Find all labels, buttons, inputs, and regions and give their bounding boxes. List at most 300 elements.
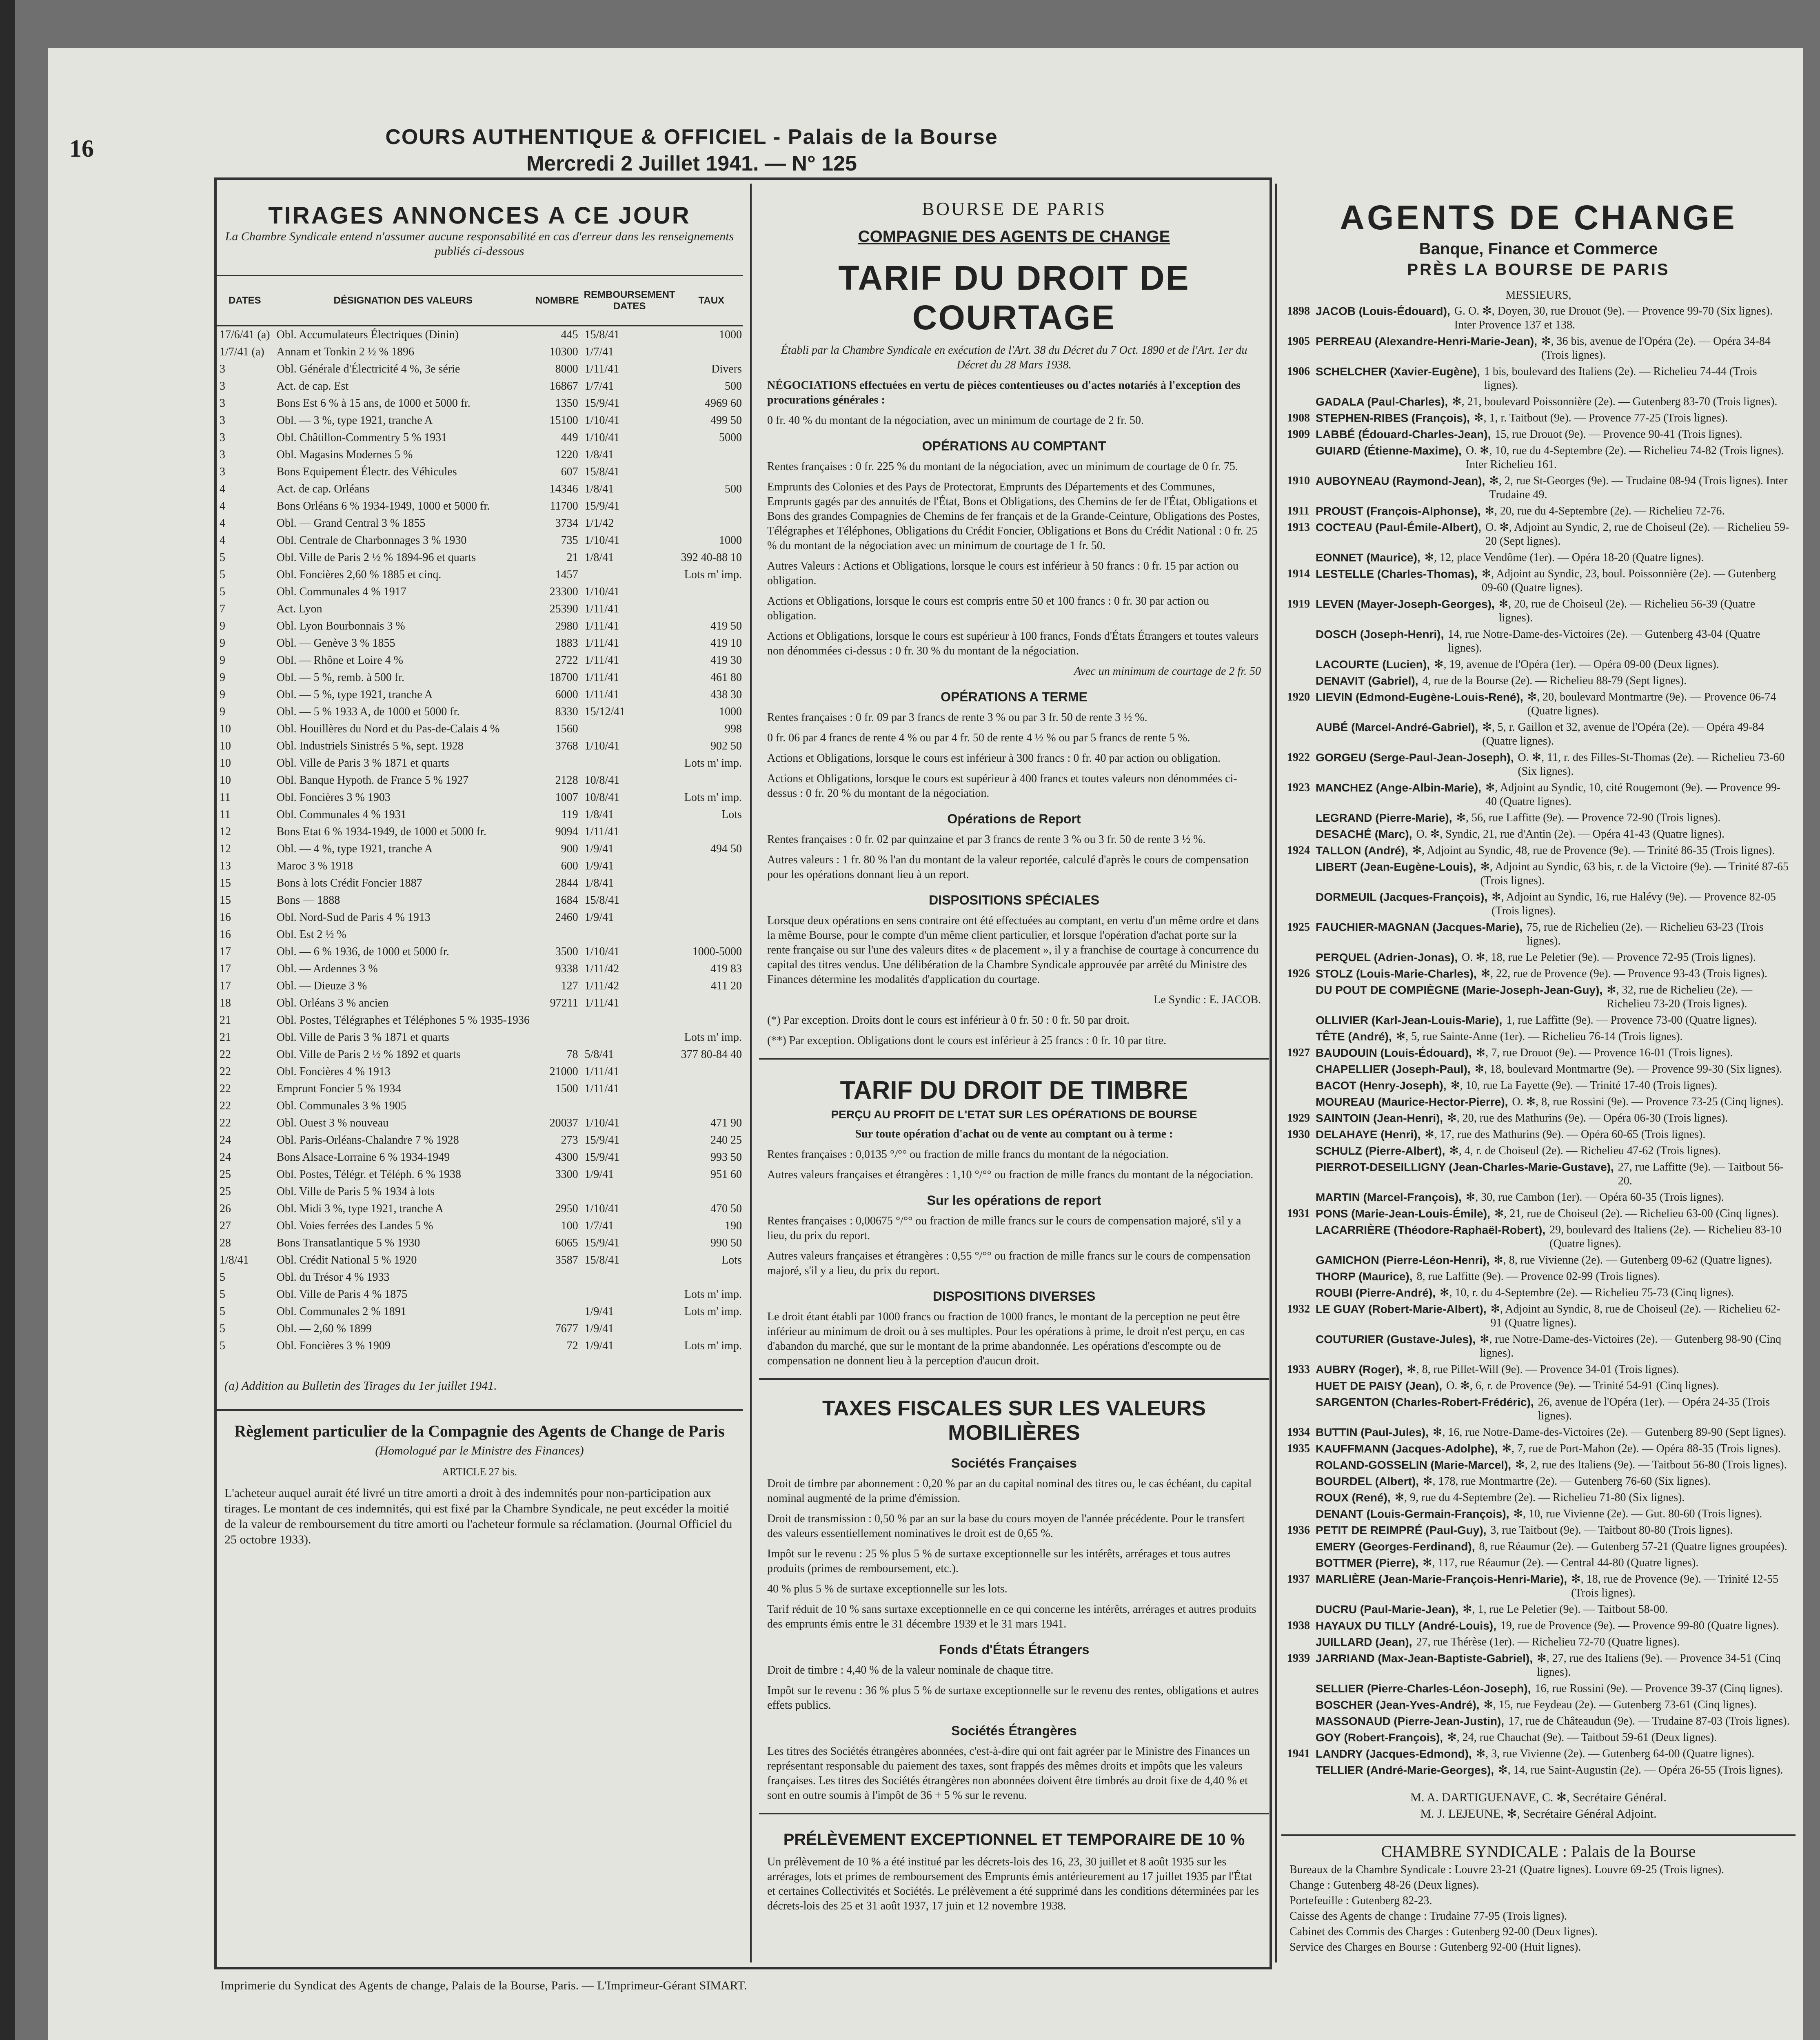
- table-cell: Obl. Midi 3 %, type 1921, tranche A: [276, 1202, 444, 1215]
- table-cell: 17/6/41 (a): [220, 328, 270, 341]
- agent-name: BOSCHER (Jean-Yves-André),: [1316, 1699, 1480, 1711]
- agent-entry: [1287, 1714, 1790, 1728]
- table-cell: 1/11/41: [584, 825, 619, 838]
- table-cell: [678, 583, 743, 601]
- table-row: [216, 532, 743, 549]
- agent-address: ✻, 10, r. du 4-Septembre (2e). — Richelieu 75-73 (Cinq lignes).: [1440, 1286, 1734, 1299]
- agent-name: PETIT DE REIMPRÉ (Paul-Guy),: [1316, 1524, 1487, 1537]
- agent-address: ✻, 32, rue de Richelieu (2e). — Richelieu 73-20 (Trois lignes).: [1607, 984, 1753, 1010]
- agent-name: PONS (Marie-Jean-Louis-Émile),: [1316, 1207, 1490, 1220]
- agent-year: [1287, 444, 1316, 472]
- table-cell: Lots: [721, 808, 742, 821]
- courtage-terme-list: [759, 710, 1269, 801]
- table-cell: 8330: [555, 705, 578, 718]
- table-cell: 119: [561, 808, 578, 821]
- table-cell: [678, 1012, 743, 1029]
- agent-year: [1287, 1491, 1316, 1505]
- agent-address: ✻, 1, rue Le Peletier (9e). — Taitbout 58-00.: [1463, 1603, 1668, 1616]
- table-cell: 15/12/41: [584, 705, 626, 718]
- table-cell: Lots m' imp.: [684, 1288, 742, 1301]
- table-row: [216, 1286, 743, 1303]
- table-cell: 15/9/41: [584, 397, 620, 410]
- list-item: Actions et Obligations, lorsque le cours est inférieur à 300 francs : 0 fr. 40 par action ou obligation.: [767, 752, 1221, 765]
- timbre-lead: Sur toute opération d'achat ou de vente au comptant ou à terme :: [855, 1128, 1173, 1140]
- table-cell: [582, 926, 678, 943]
- agent-name: HAYAUX DU TILLY (André-Louis),: [1316, 1619, 1496, 1632]
- table-cell: [678, 926, 743, 943]
- section-divider: [759, 1378, 1269, 1380]
- table-row: [216, 515, 743, 532]
- list-item: Tarif réduit de 10 % sans surtaxe exceptionnelle en ce qui concerne les intérêts, arrérages et autres produits des emprunts émis entre le 31 décembre 1939 et le 31 mars 1941.: [767, 1603, 1256, 1630]
- agent-entry: [1287, 1302, 1790, 1330]
- agents-list: [1281, 304, 1796, 1777]
- agent-address: ✻, Adjoint au Syndic, 48, rue de Provence (9e). — Trinité 86-35 (Trois lignes).: [1412, 844, 1775, 857]
- courtage-note-2: (**) Par exception. Obligations dont le cours est inférieur à 25 francs : 0 fr. 10 par titre.: [767, 1034, 1167, 1047]
- table-cell: 1/7/41: [584, 1220, 614, 1232]
- agent-address: ✻, 21, boulevard Poissonnière (2e). — Gutenberg 83-70 (Trois lignes).: [1452, 395, 1778, 408]
- table-cell: Lots m' imp.: [684, 1339, 742, 1352]
- table-cell: 990 50: [710, 1237, 742, 1249]
- courtage-title: TARIF DU DROIT DE COURTAGE: [838, 259, 1190, 337]
- agent-year: 1920: [1287, 691, 1310, 703]
- table-cell: 500: [724, 380, 742, 392]
- courtage-subtitle: Établi par la Chambre Syndicale en exécution de l'Art. 38 du Décret du 7 Oct. 1890 et de l'Art. 1er du Décret du 28 Mars 1938.: [781, 344, 1247, 371]
- timbre-div-text: Le droit étant établi par 1000 francs ou fraction de 1000 francs, le montant de la perception ne peut être inférieur au minimum de droit ou à ses multiples. Pour les opérations à prime, le droit n'est perçu, en cas d'abandon du marché, que sur le montant de la prime abandonnée. Les opérations d'escompte ou de compensation ne donnent lieu à la perception d'aucun droit.: [767, 1310, 1245, 1367]
- table-cell: Obl. Communales 4 % 1931: [276, 808, 406, 821]
- agent-entry: [1287, 335, 1790, 362]
- agent-year: 1905: [1287, 335, 1310, 348]
- table-cell: 494 50: [710, 843, 742, 855]
- taxes-etr-heading: Sociétés Étrangères: [951, 1723, 1077, 1738]
- table-cell: 438 30: [710, 688, 742, 701]
- agent-address: ✻, Adjoint au Syndic, 16, rue Halévy (9e). — Provence 82-05 (Trois lignes).: [1492, 891, 1776, 917]
- table-cell: 17: [220, 945, 231, 958]
- agent-name: STEPHEN-RIBES (François),: [1316, 412, 1470, 424]
- list-item: Rentes françaises : 0 fr. 225 % du montant de la négociation, avec un minimum de courtage de 0 fr. 75.: [767, 460, 1238, 473]
- table-row: [216, 721, 743, 738]
- table-row: [216, 618, 743, 635]
- table-cell: 18: [220, 997, 231, 1009]
- table-cell: 411 20: [710, 980, 742, 992]
- agent-name: PROUST (François-Alphonse),: [1316, 505, 1481, 517]
- agent-address: ✻, 20, rue des Mathurins (9e). — Opéra 06-30 (Trois lignes).: [1447, 1112, 1728, 1124]
- table-cell: Obl. Ville de Paris 2 ½ % 1894-96 et quarts: [276, 551, 476, 564]
- agent-entry: [1287, 567, 1790, 595]
- table-cell: 15/8/41: [584, 894, 620, 907]
- agents-secretaries: [1281, 1789, 1796, 1822]
- table-cell: [582, 1012, 678, 1029]
- table-cell: 1/10/41: [584, 740, 620, 752]
- agent-name: CHAPELLIER (Joseph-Paul),: [1316, 1063, 1471, 1075]
- table-cell: 735: [561, 534, 578, 547]
- agent-address: 3, rue Taitbout (9e). — Taitbout 80-80 (Trois lignes).: [1490, 1524, 1733, 1537]
- table-cell: Obl. Communales 3 % 1905: [276, 1100, 406, 1112]
- agent-name: COUTURIER (Gustave-Jules),: [1316, 1333, 1476, 1346]
- table-cell: Obl. — Dieuze 3 %: [276, 980, 367, 992]
- table-cell: 2128: [555, 774, 578, 787]
- agent-entry: [1287, 1111, 1790, 1125]
- agent-year: 1926: [1287, 967, 1310, 980]
- table-cell: 1/9/41: [584, 1322, 614, 1335]
- agent-address: ✻, 18, rue de Provence (9e). — Trinité 12-55 (Trois lignes).: [1571, 1573, 1779, 1599]
- list-item: Autres valeurs : 1 fr. 80 % l'an du montant de la valeur reportée, calculé d'après le cours de compensation pour les opérations donnant lieu à un report.: [767, 854, 1249, 881]
- agent-year: [1287, 1095, 1316, 1109]
- courtage-signature: Le Syndic : E. JACOB.: [1154, 993, 1261, 1006]
- agent-entry: [1287, 1603, 1790, 1616]
- table-cell: 377 80-84 40: [681, 1048, 742, 1061]
- table-cell: Obl. Foncières 2,60 % 1885 et cinq.: [276, 568, 442, 581]
- table-cell: 3500: [555, 945, 578, 958]
- table-cell: 900: [561, 843, 578, 855]
- table-cell: 15/9/41: [584, 500, 620, 512]
- table-cell: 1/7/41: [584, 346, 614, 358]
- table-cell: 1/11/41: [584, 363, 619, 375]
- table-cell: Obl. — 6 % 1936, de 1000 et 5000 fr.: [276, 945, 449, 958]
- table-cell: 4969 60: [704, 397, 742, 410]
- table-cell: 471 90: [710, 1117, 742, 1129]
- agent-name: LACARRIÈRE (Théodore-Raphaël-Robert),: [1316, 1224, 1546, 1236]
- table-cell: 3: [220, 363, 225, 375]
- agent-name: GAMICHON (Pierre-Léon-Henri),: [1316, 1254, 1490, 1266]
- table-cell: 1007: [555, 791, 578, 804]
- table-cell: 1/11/41: [584, 620, 619, 632]
- table-cell: Obl. — Rhône et Loire 4 %: [276, 654, 403, 667]
- table-cell: 3768: [555, 740, 578, 752]
- agent-address: ✻, 30, rue Cambon (1er). — Opéra 60-35 (Trois lignes).: [1465, 1191, 1724, 1204]
- table-cell: Act. Lyon: [276, 603, 322, 615]
- table-cell: 5: [220, 585, 225, 598]
- agent-address: ✻, Adjoint au Syndic, 10, cité Rougemont (9e). — Provence 99-40 (Quatre lignes).: [1485, 781, 1781, 808]
- agent-address: ✻, 1, r. Taitbout (9e). — Provence 77-25 (Trois lignes).: [1474, 412, 1728, 424]
- courtage-intro: NÉGOCIATIONS effectuées en vertu de pièces contentieuses ou d'actes notariés à l'exception des procurations générales :: [767, 379, 1241, 406]
- table-row: [216, 412, 743, 429]
- table-cell: 14346: [549, 483, 578, 495]
- agent-address: 15, rue Drouot (9e). — Provence 90-41 (Trois lignes).: [1495, 428, 1742, 441]
- table-cell: [678, 909, 743, 926]
- table-cell: 1/10/41: [584, 1202, 620, 1215]
- chambre-syndicale-title: CHAMBRE SYNDICALE : Palais de la Bourse: [1281, 1834, 1796, 1861]
- agent-name: KAUFFMANN (Jacques-Adolphe),: [1316, 1442, 1498, 1455]
- table-cell: Obl. — 5 %, type 1921, tranche A: [276, 688, 433, 701]
- table-row: [216, 1320, 743, 1337]
- table-row: [216, 686, 743, 703]
- agents-subtitle-2: PRÈS LA BOURSE DE PARIS: [1407, 261, 1670, 279]
- agent-address: ✻, rue Notre-Dame-des-Victoires (2e). — Gutenberg 98-90 (Cinq lignes).: [1480, 1333, 1782, 1359]
- table-cell: 1/9/41: [584, 1168, 614, 1181]
- agent-year: 1909: [1287, 428, 1310, 441]
- agent-name: PERQUEL (Adrien-Jonas),: [1316, 951, 1458, 964]
- table-cell: Obl. Ouest 3 % nouveau: [276, 1117, 389, 1129]
- table-cell: 28: [220, 1237, 231, 1249]
- agent-entry: [1287, 1095, 1790, 1109]
- table-row: [216, 1252, 743, 1269]
- agent-name: DENAVIT (Gabriel),: [1316, 674, 1418, 687]
- table-row: [216, 738, 743, 755]
- table-cell: Obl. Communales 2 % 1891: [276, 1305, 406, 1318]
- courtage-intro-rate: 0 fr. 40 % du montant de la négociation, avec un minimum de courtage de 2 fr. 50.: [767, 414, 1144, 427]
- list-item: Bureaux de la Chambre Syndicale : Louvre 23-21 (Quatre lignes). Louvre 69-25 (Trois lignes).: [1290, 1863, 1725, 1876]
- agent-address: O. ✻, Adjoint au Syndic, 2, rue de Choiseul (2e). — Richelieu 59-20 (Sept lignes).: [1485, 521, 1789, 548]
- agent-entry: [1287, 395, 1790, 409]
- list-item: Rentes françaises : 0 fr. 09 par 3 francs de rente 3 % ou par 3 fr. 50 de rente 3 ½ %.: [767, 711, 1147, 724]
- agent-name: LACOURTE (Lucien),: [1316, 658, 1430, 671]
- agent-year: 1908: [1287, 412, 1310, 424]
- table-cell: 9: [220, 637, 225, 650]
- table-row: [216, 875, 743, 892]
- agent-year: 1913: [1287, 521, 1310, 534]
- agent-name: DORMEUIL (Jacques-François),: [1316, 891, 1488, 903]
- table-cell: Obl. Magasins Modernes 5 %: [276, 448, 413, 461]
- table-cell: 12: [220, 843, 231, 855]
- table-cell: 2950: [555, 1202, 578, 1215]
- table-cell: Obl. Nord-Sud de Paris 4 % 1913: [276, 911, 431, 924]
- table-cell: 3734: [555, 517, 578, 530]
- agent-entry: [1287, 597, 1790, 625]
- table-row: [216, 1063, 743, 1080]
- agent-name: HUET DE PAISY (Jean),: [1316, 1379, 1443, 1392]
- agent-entry: [1287, 1062, 1790, 1076]
- table-cell: Act. de cap. Est: [276, 380, 349, 392]
- agent-year: 1936: [1287, 1524, 1310, 1537]
- table-cell: Lots m' imp.: [684, 1031, 742, 1044]
- tirages-footnote: (a) Addition au Bulletin des Tirages du 1er juillet 1941.: [224, 1379, 497, 1393]
- agent-name: JARRIAND (Max-Jean-Baptiste-Gabriel),: [1316, 1652, 1533, 1665]
- agent-address: ✻, 36 bis, avenue de l'Opéra (2e). — Opéra 34-84 (Trois lignes).: [1541, 335, 1771, 361]
- table-cell: [582, 1098, 678, 1115]
- agent-year: [1287, 721, 1316, 748]
- table-cell: 1/11/41: [584, 1082, 619, 1095]
- table-cell: 10/8/41: [584, 774, 620, 787]
- table-cell: [678, 1098, 743, 1115]
- agent-name: DOSCH (Joseph-Henri),: [1316, 628, 1444, 641]
- table-cell: 5: [220, 568, 225, 581]
- agent-address: ✻, 178, rue Montmartre (2e). — Gutenberg 76-60 (Six lignes).: [1423, 1475, 1711, 1488]
- table-cell: 4300: [555, 1151, 578, 1164]
- table-cell: 5000: [719, 431, 742, 444]
- agent-address: ✻, 9, rue du 4-Septembre (2e). — Richelieu 71-80 (Six lignes).: [1394, 1491, 1685, 1504]
- agent-year: [1287, 674, 1316, 688]
- agent-year: 1938: [1287, 1619, 1310, 1632]
- agent-entry: [1287, 1253, 1790, 1267]
- table-cell: 8000: [555, 363, 578, 375]
- agent-name: AUBRY (Roger),: [1316, 1363, 1403, 1376]
- agent-year: 1929: [1287, 1112, 1310, 1124]
- table-cell: 25: [220, 1185, 231, 1198]
- table-cell: 1/8/41: [584, 483, 614, 495]
- table-cell: 951 60: [710, 1168, 742, 1181]
- agent-address: ✻, 21, rue de Choiseul (2e). — Richelieu 63-00 (Cinq lignes).: [1494, 1207, 1779, 1220]
- agent-year: 1914: [1287, 568, 1310, 580]
- agent-name: DESACHÉ (Marc),: [1316, 828, 1412, 840]
- table-cell: 3: [220, 431, 225, 444]
- table-cell: 10: [220, 774, 231, 787]
- agent-name: JUILLARD (Jean),: [1316, 1636, 1412, 1648]
- table-cell: 15/8/41: [584, 1254, 620, 1266]
- agent-entry: [1287, 1030, 1790, 1044]
- table-cell: Obl. — 3 %, type 1921, tranche A: [276, 414, 433, 427]
- table-cell: [533, 1029, 582, 1046]
- section-divider: [759, 1813, 1269, 1814]
- table-cell: 1/11/41: [584, 1065, 619, 1078]
- table-row: [216, 583, 743, 601]
- agent-name: COCTEAU (Paul-Émile-Albert),: [1316, 521, 1482, 534]
- agent-year: [1287, 811, 1316, 825]
- list-item: Actions et Obligations, lorsque le cours est compris entre 50 et 100 francs : 0 fr. 30 par action ou obligation.: [767, 595, 1210, 622]
- agent-entry: [1287, 920, 1790, 948]
- agent-address: ✻, 8, rue Pillet-Will (9e). — Provence 34-01 (Trois lignes).: [1407, 1363, 1679, 1376]
- table-cell: [533, 1303, 582, 1320]
- table-row: [216, 1337, 743, 1355]
- table-cell: 1350: [555, 397, 578, 410]
- table-row: [216, 601, 743, 618]
- agent-name: LESTELLE (Charles-Thomas),: [1316, 568, 1478, 580]
- table-cell: [582, 1183, 678, 1200]
- tirages-rows: [216, 326, 743, 1355]
- agent-year: [1287, 1191, 1316, 1204]
- table-row: [216, 823, 743, 840]
- table-cell: 16: [220, 928, 231, 941]
- agent-year: [1287, 890, 1316, 918]
- table-cell: 5: [220, 1305, 225, 1318]
- table-row: [216, 326, 743, 344]
- table-cell: 4: [220, 500, 225, 512]
- table-cell: 1/11/41: [584, 671, 619, 684]
- agent-entry: [1287, 1144, 1790, 1158]
- table-row: [216, 669, 743, 686]
- agent-entry: [1287, 1128, 1790, 1142]
- table-cell: 25: [220, 1168, 231, 1181]
- table-cell: [678, 344, 743, 361]
- table-row: [216, 344, 743, 361]
- table-row: [216, 395, 743, 412]
- agent-year: [1287, 1475, 1316, 1488]
- table-cell: 3587: [555, 1254, 578, 1266]
- agent-year: [1287, 1030, 1316, 1044]
- table-cell: 5: [220, 1288, 225, 1301]
- agent-year: 1927: [1287, 1047, 1310, 1059]
- agent-entry: [1287, 1363, 1790, 1377]
- table-cell: 2722: [555, 654, 578, 667]
- agent-entry: [1287, 1160, 1790, 1188]
- agent-year: [1287, 551, 1316, 565]
- list-item: 40 % plus 5 % de surtaxe exceptionnelle sur les lots.: [767, 1583, 1008, 1595]
- agent-address: ✻, 10, rue Vivienne (2e). — Gut. 80-60 (Trois lignes).: [1513, 1508, 1762, 1520]
- agent-entry: [1287, 751, 1790, 778]
- table-cell: [533, 1286, 582, 1303]
- agent-entry: [1287, 721, 1790, 748]
- table-row: [216, 446, 743, 463]
- table-cell: 13: [220, 860, 231, 872]
- table-row: [216, 772, 743, 789]
- agent-entry: [1287, 1731, 1790, 1745]
- agent-year: [1287, 1714, 1316, 1728]
- agent-entry: [1287, 1540, 1790, 1554]
- table-cell: 18700: [549, 671, 578, 684]
- table-cell: Obl. Banque Hypoth. de France 5 % 1927: [276, 774, 469, 787]
- table-cell: Bons Est 6 % à 15 ans, de 1000 et 5000 fr.: [276, 397, 471, 410]
- agent-name: GUIARD (Étienne-Maxime),: [1316, 444, 1462, 457]
- col-nombre: NOMBRE: [533, 276, 582, 326]
- tirages-column: [216, 182, 743, 1965]
- table-row: [216, 481, 743, 498]
- imprint-line: Imprimerie du Syndicat des Agents de change, Palais de la Bourse, Paris. — L'Imprimeur-Gérant SIMART.: [220, 1979, 747, 1992]
- agent-entry: [1287, 1379, 1790, 1393]
- table-cell: 461 80: [710, 671, 742, 684]
- agent-year: [1287, 827, 1316, 841]
- agent-name: DENANT (Louis-Germain-François),: [1316, 1508, 1509, 1520]
- taxes-etr-text: Les titres des Sociétés étrangères abonnées, c'est-à-dire qui ont fait agréer par le Ministre des Finances un représentant responsable du paiement des taxes, sont frappés des mêmes droits et impôts que les valeurs françaises. Les titres des Sociétés étrangères non abonnées doivent être timbrés au droit fixe de 4,40 % et sont en outre soumis à l'impôt de 36 + 5 % sur le revenu.: [767, 1745, 1250, 1802]
- agent-entry: [1287, 304, 1790, 332]
- chambre-syndicale-list: [1281, 1863, 1796, 1954]
- agent-year: [1287, 1731, 1316, 1745]
- table-cell: 1/10/41: [584, 945, 620, 958]
- table-cell: 127: [561, 980, 578, 992]
- courtage-kicker: BOURSE DE PARIS: [922, 198, 1106, 219]
- table-cell: [582, 1269, 678, 1286]
- agent-year: 1911: [1287, 505, 1310, 517]
- agent-entry: [1287, 1619, 1790, 1633]
- column-rule-2: [1275, 184, 1277, 1962]
- table-cell: 1/9/41: [584, 860, 614, 872]
- agent-address: ✻, 20, boulevard Montmartre (9e). — Provence 06-74 (Quatre lignes).: [1527, 691, 1776, 717]
- table-cell: 1000: [719, 705, 742, 718]
- table-cell: 25390: [549, 603, 578, 615]
- table-row: [216, 1200, 743, 1217]
- agent-entry: [1287, 551, 1790, 565]
- agent-address: 8, rue Laffitte (9e). — Provence 02-99 (Trois lignes).: [1416, 1270, 1660, 1283]
- table-cell: 190: [724, 1220, 742, 1232]
- table-cell: 5: [220, 1271, 225, 1284]
- list-item: Actions et Obligations, lorsque le cours est supérieur à 100 francs, Fonds d'États Étrangers et toutes valeurs non dénommées ci-dessus : 0 fr. 30 % du montant de la négociation.: [767, 630, 1259, 657]
- table-row: [216, 1183, 743, 1200]
- table-cell: 100: [561, 1220, 578, 1232]
- agent-name: LE GUAY (Robert-Marie-Albert),: [1316, 1303, 1487, 1315]
- agent-entry: [1287, 1079, 1790, 1093]
- table-cell: 27: [220, 1220, 231, 1232]
- col-remb-dates: REMBOURSEMENT DATES: [582, 276, 678, 326]
- agent-name: SELLIER (Pierre-Charles-Léon-Joseph),: [1316, 1682, 1531, 1695]
- timbre-subtitle: PERÇU AU PROFIT DE L'ETAT SUR LES OPÉRATIONS DE BOURSE: [831, 1108, 1197, 1121]
- agent-address: ✻, 2, rue St-Georges (9e). — Trudaine 08-94 (Trois lignes). Inter Trudaine 49.: [1489, 475, 1788, 501]
- table-cell: Obl. Foncières 3 % 1909: [276, 1339, 391, 1352]
- agent-address: O. ✻, 8, rue Rossini (9e). — Provence 73-25 (Cinq lignes).: [1512, 1095, 1784, 1108]
- table-cell: 17: [220, 980, 231, 992]
- agent-entry: [1287, 1635, 1790, 1649]
- table-cell: 22: [220, 1048, 231, 1061]
- table-row: [216, 1132, 743, 1149]
- agent-address: ✻, 7, rue Drouot (9e). — Provence 16-01 (Trois lignes).: [1476, 1047, 1733, 1059]
- table-row: [216, 1149, 743, 1166]
- table-cell: 10300: [549, 346, 578, 358]
- table-cell: 21: [220, 1031, 231, 1044]
- timbre-title: TARIF DU DROIT DE TIMBRE: [840, 1076, 1188, 1104]
- table-cell: 97211: [550, 997, 578, 1009]
- table-cell: 419 50: [710, 620, 742, 632]
- table-row: [216, 1080, 743, 1098]
- agent-name: BOTTMER (Pierre),: [1316, 1557, 1419, 1569]
- agent-entry: [1287, 1013, 1790, 1027]
- table-cell: [678, 875, 743, 892]
- table-cell: Bons Orléans 6 % 1934-1949, 1000 et 5000 fr.: [276, 500, 490, 512]
- table-cell: 449: [561, 431, 578, 444]
- agent-name: PIERROT-DESEILLIGNY (Jean-Charles-Marie-Gustave),: [1316, 1161, 1614, 1173]
- agent-entry: [1287, 1286, 1790, 1300]
- table-cell: Obl. du Trésor 4 % 1933: [276, 1271, 390, 1284]
- agent-name: GORGEU (Serge-Paul-Jean-Joseph),: [1316, 751, 1514, 764]
- table-cell: 3: [220, 380, 225, 392]
- table-cell: 10/8/41: [584, 791, 620, 804]
- table-cell: 2460: [555, 911, 578, 924]
